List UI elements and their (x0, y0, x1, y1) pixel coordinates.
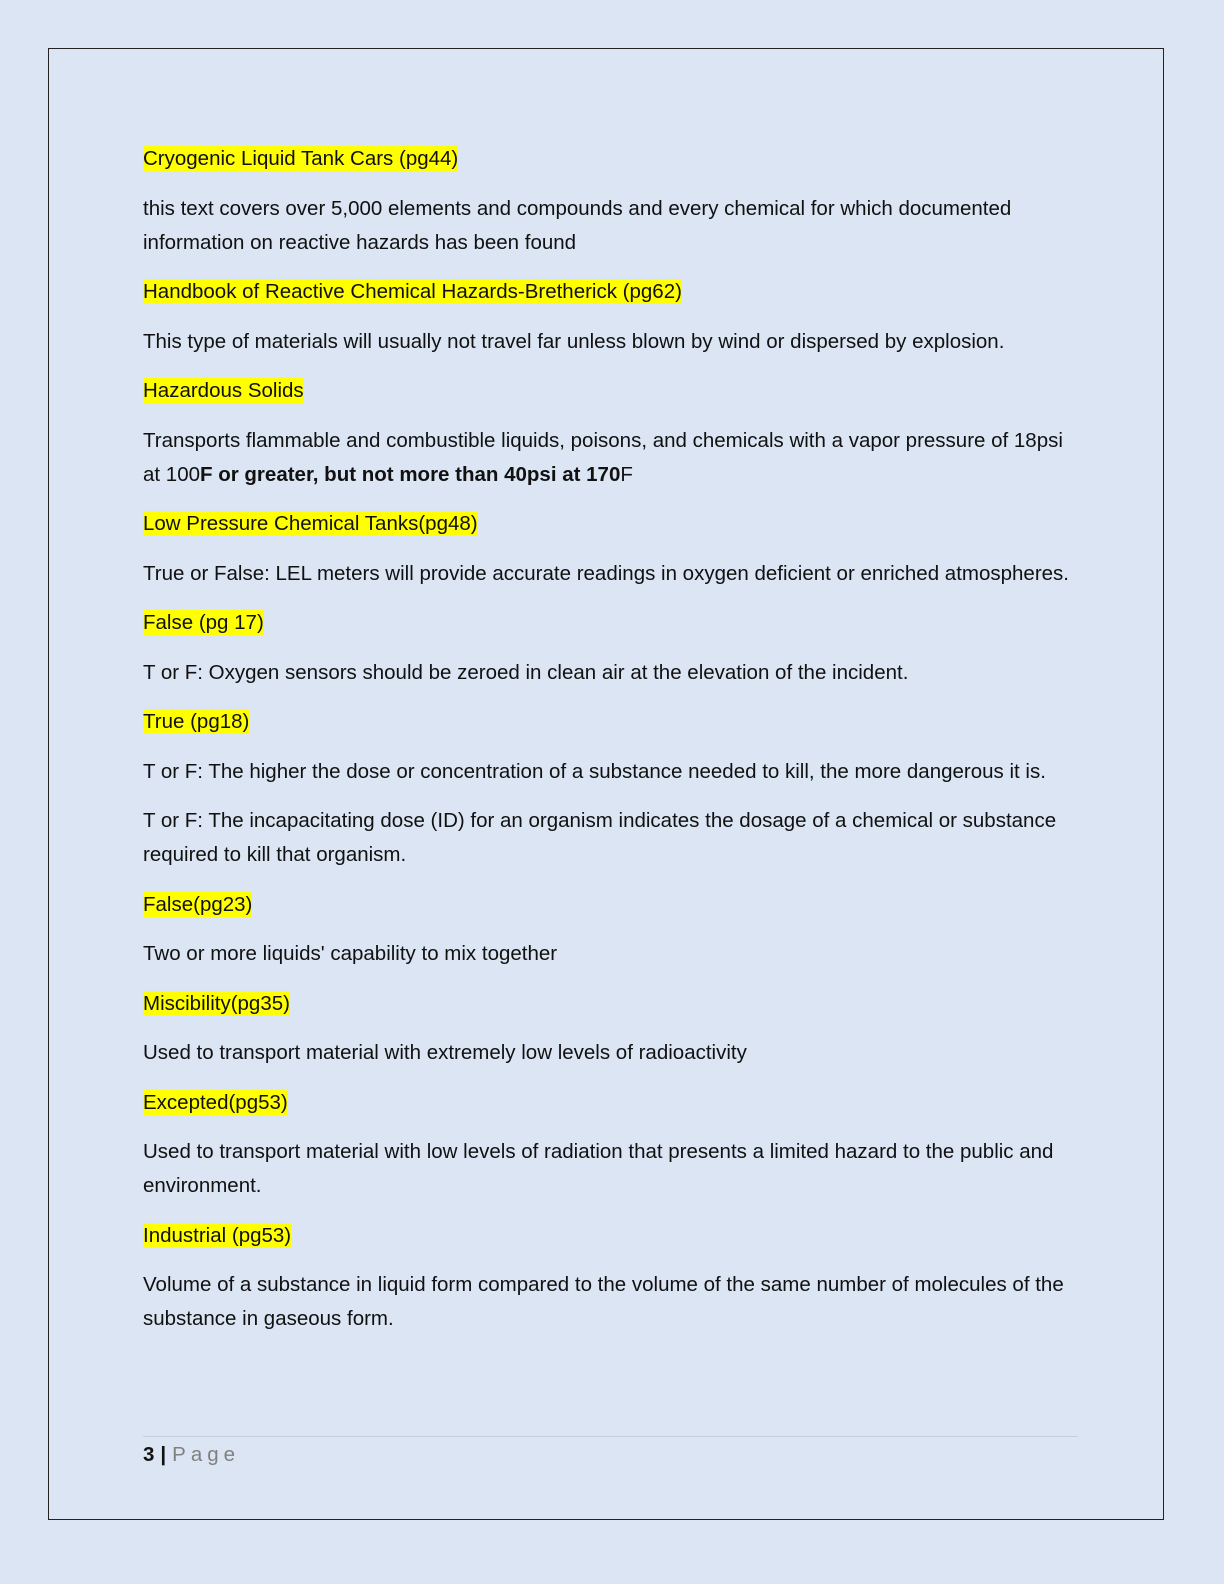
highlighted-answer: Low Pressure Chemical Tanks(pg48) (143, 512, 478, 535)
question-text-part: F (620, 462, 633, 486)
answer-line (143, 507, 1078, 541)
page-number: 3 (143, 1443, 155, 1466)
question-line: T or F: Oxygen sensors should be zeroed in clean air at the elevation of the incident. (143, 660, 909, 684)
answer-line (143, 142, 1078, 176)
highlighted-answer: True (pg18) (143, 710, 250, 733)
answer-line (143, 1219, 1078, 1253)
answer-line (143, 888, 1078, 922)
answer-line (143, 1086, 1078, 1120)
question-line (143, 424, 1078, 492)
answer-line (143, 275, 1078, 309)
question-line: T or F: The incapacitating dose (ID) for an organism indicates the dosage of a chemical or substance required to kill that organism. (143, 809, 1057, 866)
highlighted-answer: False(pg23) (143, 892, 253, 916)
document-body (143, 142, 1078, 1352)
footer-separator: | (160, 1443, 167, 1466)
question-line: Used to transport material with low levels of radiation that presents a limited hazard to the public and environment. (143, 1140, 1054, 1197)
highlighted-answer: Hazardous Solids (143, 379, 304, 402)
page-label: Page (172, 1443, 241, 1466)
question-text-part: Transports flammable and combustible liquids, poisons, and chemicals with a vapor pressure of 18psi at 100 (143, 428, 1063, 486)
highlighted-answer: Cryogenic Liquid Tank Cars (pg44) (143, 147, 459, 170)
highlighted-answer: False (pg 17) (143, 611, 264, 634)
highlighted-answer: Handbook of Reactive Chemical Hazards-Bretherick (pg62) (143, 280, 682, 303)
highlighted-answer: Industrial (pg53) (143, 1223, 292, 1247)
answer-line (143, 705, 1078, 739)
highlighted-answer: Miscibility(pg35) (143, 991, 290, 1015)
answer-line (143, 374, 1078, 408)
question-line: Used to transport material with extremely low levels of radioactivity (143, 1041, 747, 1064)
question-line: this text covers over 5,000 elements and compounds and every chemical for which documented information on reactive hazards has been found (143, 196, 1012, 254)
question-bold-part: F or greater, but not more than 40psi at 170 (200, 462, 621, 486)
question-line: Volume of a substance in liquid form compared to the volume of the same number of molecules of the substance in gaseous form. (143, 1273, 1064, 1330)
question-line: This type of materials will usually not travel far unless blown by wind or dispersed by explosion. (143, 329, 1005, 353)
question-line: Two or more liquids' capability to mix together (143, 942, 558, 965)
answer-line (143, 987, 1078, 1021)
page-footer (143, 1436, 1078, 1467)
highlighted-answer: Excepted(pg53) (143, 1090, 288, 1114)
question-line: T or F: The higher the dose or concentration of a substance needed to kill, the more dangerous it is. (143, 759, 1046, 783)
question-line: True or False: LEL meters will provide accurate readings in oxygen deficient or enriched atmospheres. (143, 561, 1069, 585)
answer-line (143, 606, 1078, 640)
